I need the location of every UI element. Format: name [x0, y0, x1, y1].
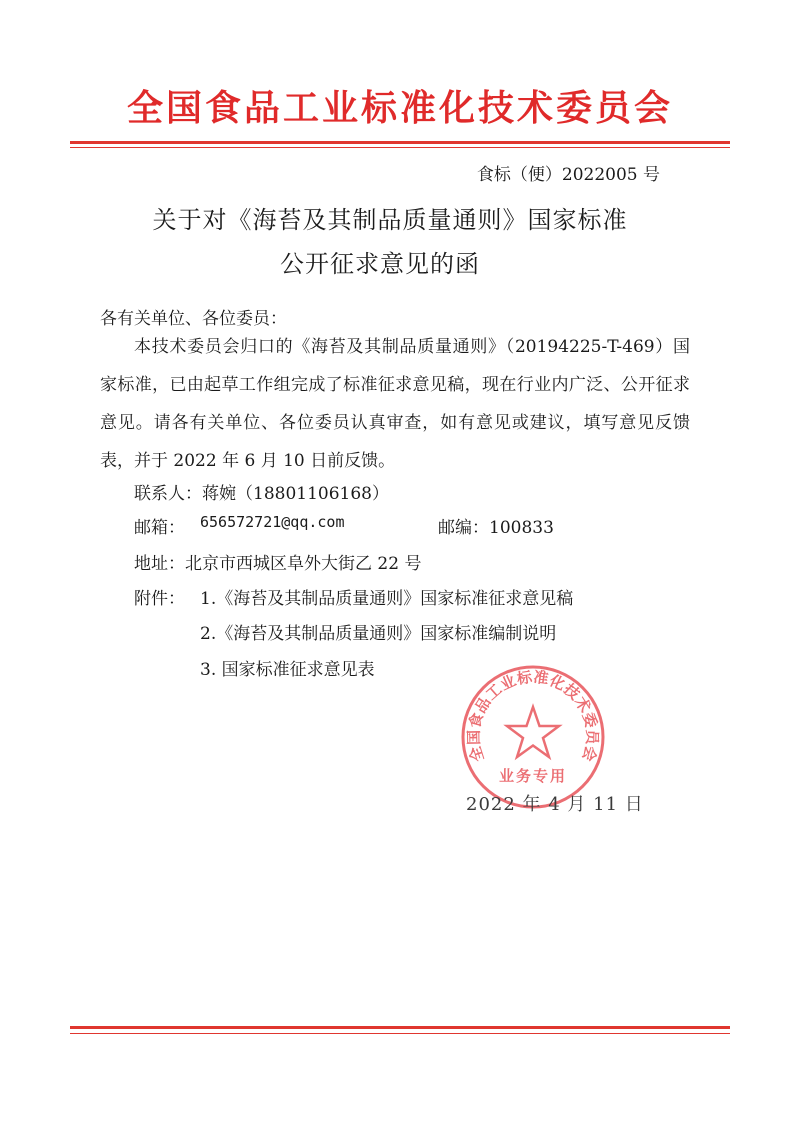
attachment-item: 3. 国家标准征求意见表 — [200, 660, 375, 680]
email-value: 656572721@qq.com — [200, 513, 345, 531]
header-rule-thin — [70, 147, 730, 148]
footer-rule-thick — [70, 1026, 730, 1029]
salutation: 各有关单位、各位委员： — [100, 309, 287, 329]
seal-ring — [463, 667, 603, 807]
attachment-item: 1.《海苔及其制品质量通则》国家标准征求意见稿 — [200, 589, 574, 609]
document-title-line2: 公开征求意见的函 — [280, 250, 480, 278]
address: 地址：北京市西城区阜外大街乙 22 号 — [134, 554, 422, 574]
body-paragraph: 本技术委员会归口的《海苔及其制品质量通则》（20194225-T-469）国家标准，已由起草工作组完成了标准征求意见稿，现在行业内广泛、公开征求意见。请各有关单位、各位委员认真审查，如有意见或建议，填写意见反馈表，并于 2022 年 6 月 10 日前反馈。 — [100, 337, 690, 471]
email-label: 邮箱： — [134, 518, 185, 538]
header-rule-thick — [70, 141, 730, 144]
attachment-item: 2.《海苔及其制品质量通则》国家标准编制说明 — [200, 624, 557, 644]
seal-arc-text: 全国食品工业标准化技术委员会 — [464, 667, 602, 764]
seal-star-icon — [507, 707, 559, 757]
attachments-label: 附件： — [134, 589, 185, 609]
organization-header: 全国食品工业标准化技术委员会 — [126, 88, 673, 129]
document-number: 食标（便）2022005 号 — [476, 165, 660, 185]
document-title-line1: 关于对《海苔及其制品质量通则》国家标准 — [152, 206, 628, 234]
footer-rule-thin — [70, 1033, 730, 1034]
seal-bottom-text: 业务专用 — [498, 767, 568, 785]
contact-person: 联系人：蒋婉（18801106168） — [134, 484, 389, 504]
postal-code: 邮编：100833 — [438, 518, 554, 538]
document-date: 2022 年 4 月 11 日 — [466, 794, 644, 815]
